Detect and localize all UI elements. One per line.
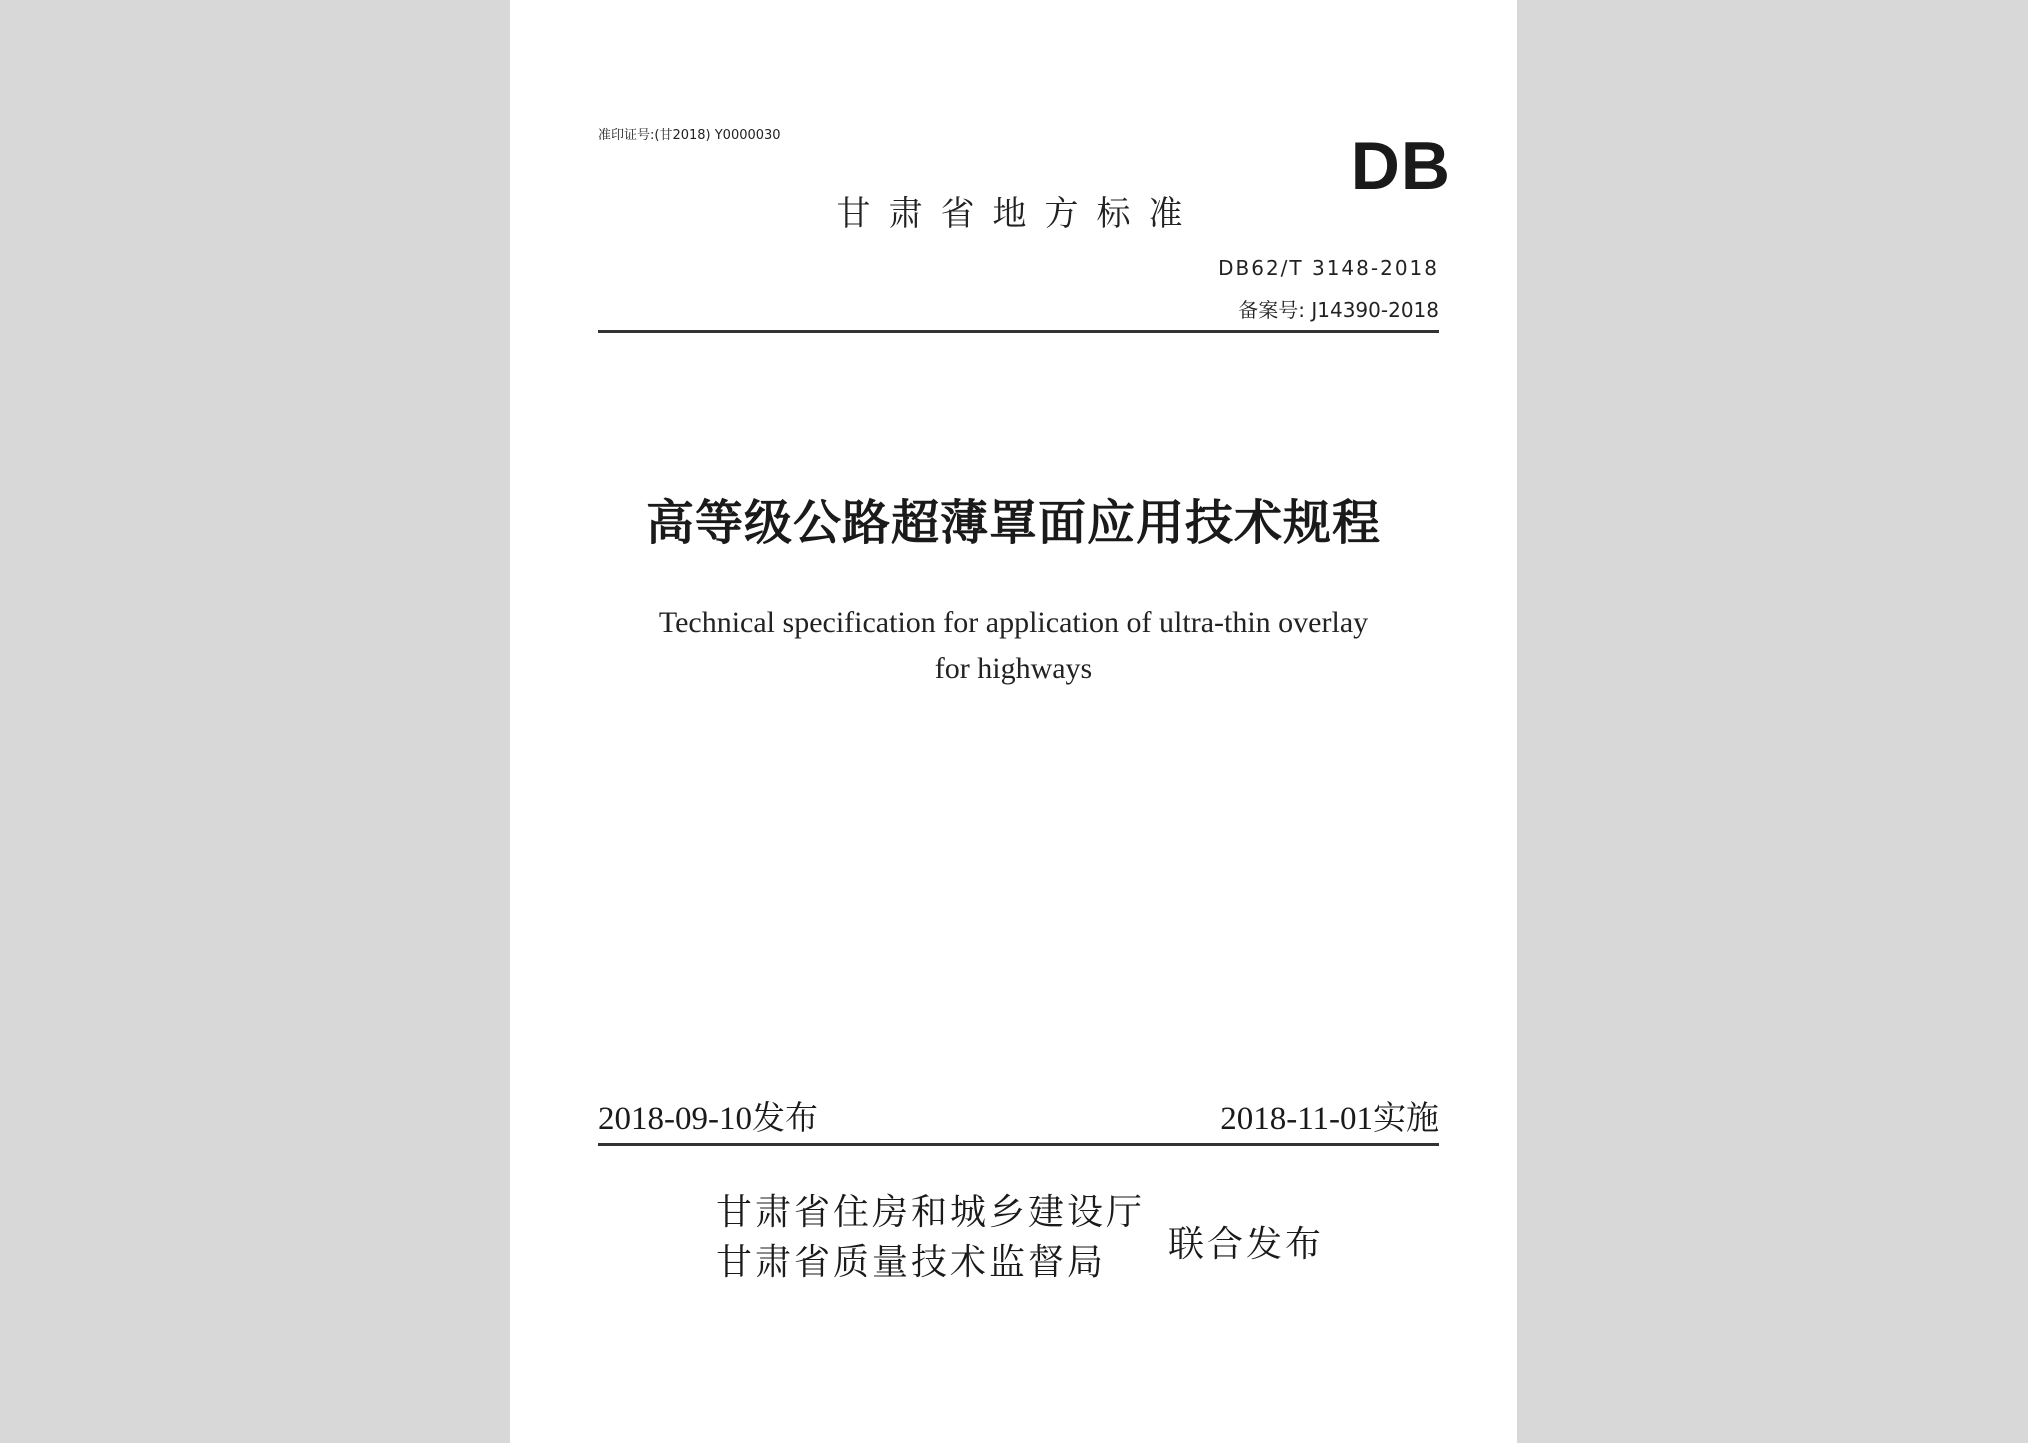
record-number: 备案号: J14390-2018 (1238, 298, 1439, 322)
standard-type: 甘肃省地方标准 (836, 194, 1201, 234)
bottom-divider (598, 1143, 1439, 1146)
document-title-chinese: 高等级公路超薄罩面应用技术规程 (645, 495, 1381, 551)
document-cover-page (510, 0, 1517, 1443)
issue-date: 2018-09-10发布 (598, 1101, 818, 1137)
issuer-housing-department: 甘肃省住房和城乡建设厅 (716, 1192, 1146, 1233)
top-divider (598, 330, 1439, 333)
joint-release-label: 联合发布 (1168, 1224, 1325, 1265)
title-english-line-1: Technical specification for application of ultra-thin overlay (658, 606, 1369, 639)
print-permit-number: 准印证号:(甘2018) Y0000030 (598, 128, 781, 143)
title-english-line-2: for highways (934, 652, 1093, 685)
issuing-authorities (716, 1188, 1145, 1288)
effective-date: 2018-11-01实施 (1220, 1101, 1439, 1137)
issuer-quality-bureau: 甘肃省质量技术监督局 (716, 1242, 1107, 1283)
standard-number: DB62/T 3148-2018 (1218, 256, 1439, 280)
db-mark: DB (1350, 128, 1451, 204)
document-title-english (510, 600, 1517, 692)
